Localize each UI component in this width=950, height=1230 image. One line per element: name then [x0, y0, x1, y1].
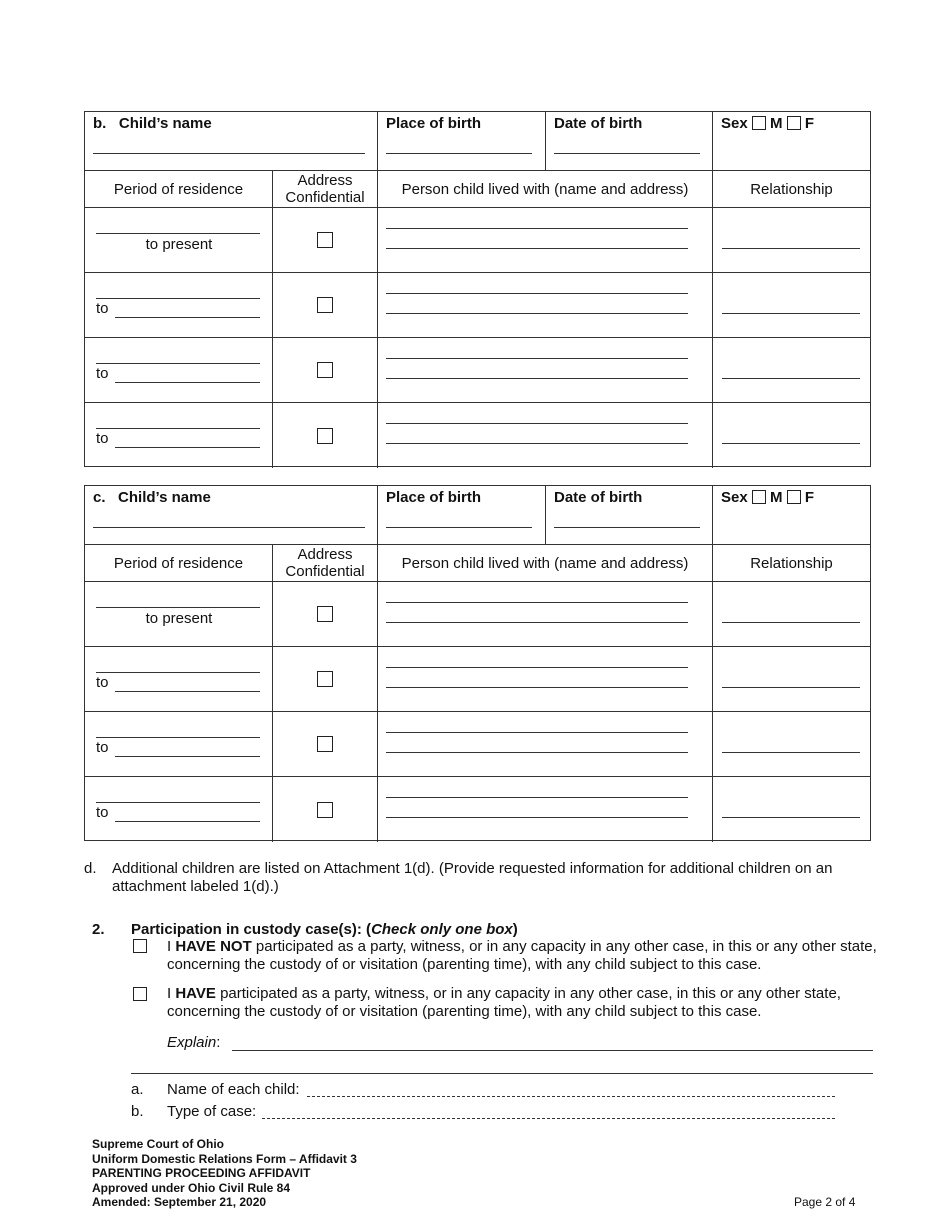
- to-label: to: [96, 430, 109, 447]
- section-2-number: 2.: [92, 921, 105, 938]
- person-name-input[interactable]: [386, 293, 688, 294]
- relationship-input[interactable]: [722, 443, 860, 444]
- opt2-text: participated as a party, witness, or in any capacity in any other case, in this or any other state, concerning the custody of or visitation (parenting time), with any child subject to this case.: [167, 985, 841, 1020]
- person-cell: [378, 712, 713, 777]
- relationship-cell: [713, 777, 870, 842]
- person-address-input[interactable]: [386, 622, 688, 623]
- section-number: 2: [92, 921, 101, 938]
- address-confidential-checkbox[interactable]: [317, 802, 333, 818]
- sex-field: [721, 489, 814, 506]
- relationship-cell: [713, 338, 870, 403]
- sex-cell: [713, 486, 870, 545]
- confidential-cell: [273, 273, 378, 338]
- relationship-cell: [713, 273, 870, 338]
- sex-f-label: F: [804, 489, 815, 506]
- period-of-residence-header: [85, 171, 273, 208]
- date-of-birth-label: Date of birth: [554, 489, 643, 506]
- have-participated-checkbox[interactable]: [133, 987, 147, 1001]
- person-name-input[interactable]: [386, 602, 688, 603]
- date-of-birth-input[interactable]: [554, 153, 700, 154]
- address-confidential-header: [273, 545, 378, 582]
- relationship-input[interactable]: [722, 248, 860, 249]
- period-cell: [85, 582, 273, 647]
- place-of-birth-input[interactable]: [386, 153, 532, 154]
- relationship-cell: [713, 403, 870, 468]
- sex-field: [721, 115, 814, 132]
- person-cell: [378, 338, 713, 403]
- sex-f-checkbox[interactable]: [787, 490, 801, 504]
- person-lived-with-header: [378, 545, 713, 582]
- opt2-bold: HAVE: [175, 985, 216, 1002]
- person-name-input[interactable]: [386, 797, 688, 798]
- person-name-input[interactable]: [386, 228, 688, 229]
- sex-f-label: F: [804, 115, 815, 132]
- child-name-input[interactable]: [93, 527, 365, 528]
- footer-line: Supreme Court of Ohio: [92, 1137, 224, 1151]
- confidential-cell: [273, 403, 378, 468]
- to-label: to: [96, 674, 109, 691]
- item-d-letter: d.: [84, 860, 97, 877]
- child-table-1: [84, 485, 871, 841]
- person-cell: [378, 777, 713, 842]
- sex-label: Sex: [721, 489, 748, 506]
- relationship-input[interactable]: [722, 313, 860, 314]
- footer-line: Amended: September 21, 2020: [92, 1195, 267, 1209]
- person-cell: [378, 273, 713, 338]
- person-lived-with-header: [378, 171, 713, 208]
- period-cell: [85, 338, 273, 403]
- sex-m-checkbox[interactable]: [752, 116, 766, 130]
- person-address-input[interactable]: [386, 687, 688, 688]
- period-from-input[interactable]: [96, 607, 260, 608]
- opt1-bold: HAVE NOT: [175, 938, 252, 955]
- have-not-participated-text: [167, 938, 877, 974]
- child-letter: c.: [93, 489, 106, 506]
- place-of-birth-cell: [378, 486, 546, 545]
- relationship-input[interactable]: [722, 378, 860, 379]
- child-letter: b.: [93, 115, 107, 132]
- person-cell: [378, 208, 713, 273]
- explain-input-line-1[interactable]: [232, 1050, 873, 1051]
- period-cell: [85, 712, 273, 777]
- title-text: Participation in custody case(s): (: [131, 921, 372, 938]
- name-of-each-child-input[interactable]: [307, 1096, 835, 1097]
- relationship-cell: [713, 582, 870, 647]
- relationship-input[interactable]: [722, 752, 860, 753]
- child-name-label: [93, 115, 212, 132]
- relationship-cell: [713, 208, 870, 273]
- relationship-header: [713, 545, 870, 582]
- period-to-input[interactable]: [115, 691, 260, 692]
- period-to-input[interactable]: [115, 317, 260, 318]
- person-address-input[interactable]: [386, 817, 688, 818]
- relationship-cell: [713, 647, 870, 712]
- date-of-birth-cell: [546, 486, 713, 545]
- person-lived-with-header-text: Person child lived with (name and address): [401, 554, 689, 572]
- to-label: to: [96, 365, 109, 382]
- child-table-0: [84, 111, 871, 467]
- period-from-input[interactable]: [96, 428, 260, 429]
- footer-line: PARENTING PROCEEDING AFFIDAVIT: [92, 1166, 311, 1180]
- item-b-letter: b.: [131, 1103, 144, 1120]
- confidential-cell: [273, 712, 378, 777]
- sex-cell: [713, 112, 870, 171]
- period-to-input[interactable]: [115, 756, 260, 757]
- to-label: to: [96, 739, 109, 756]
- item-a-letter: a.: [131, 1081, 144, 1098]
- opt1-text: participated as a party, witness, or in any capacity in any other case, in this or any other state, concerning the custody of or visitation (parenting time), with any child subject to this case.: [167, 938, 877, 973]
- confidential-cell: [273, 338, 378, 403]
- child-name-text: Child’s name: [118, 115, 212, 132]
- to-present-label: to present: [145, 236, 213, 253]
- explain-text: Explain: [167, 1034, 217, 1051]
- sex-m-label: M: [770, 489, 783, 506]
- confidential-cell: [273, 582, 378, 647]
- page-number: Page 2 of 4: [794, 1195, 856, 1209]
- date-of-birth-input[interactable]: [554, 527, 700, 528]
- place-of-birth-label: Place of birth: [386, 489, 482, 506]
- relationship-header: [713, 171, 870, 208]
- period-from-input[interactable]: [96, 298, 260, 299]
- address-confidential-checkbox[interactable]: [317, 297, 333, 313]
- period-cell: [85, 273, 273, 338]
- footer-info: [92, 1137, 357, 1210]
- relationship-input[interactable]: [722, 687, 860, 688]
- person-name-input[interactable]: [386, 358, 688, 359]
- period-cell: [85, 647, 273, 712]
- have-participated-text: [167, 985, 877, 1021]
- period-cell: [85, 208, 273, 273]
- period-cell: [85, 403, 273, 468]
- date-of-birth-cell: [546, 112, 713, 171]
- have-not-participated-checkbox[interactable]: [133, 939, 147, 953]
- place-of-birth-cell: [378, 112, 546, 171]
- address-confidential-checkbox[interactable]: [317, 232, 333, 248]
- child-name-text: Child’s name: [118, 489, 211, 506]
- person-address-input[interactable]: [386, 443, 688, 444]
- to-label: to: [96, 300, 109, 317]
- period-cell: [85, 777, 273, 842]
- relationship-input[interactable]: [722, 622, 860, 623]
- section-2-title: [131, 921, 518, 938]
- child-name-cell: [85, 112, 378, 171]
- to-label: to: [96, 804, 109, 821]
- person-address-input[interactable]: [386, 752, 688, 753]
- type-of-case-label: Type of case:: [167, 1103, 257, 1120]
- address-confidential-header: [273, 171, 378, 208]
- relationship-input[interactable]: [722, 817, 860, 818]
- explain-input-line-2[interactable]: [131, 1073, 873, 1074]
- to-present-label: to present: [145, 610, 213, 627]
- sex-m-checkbox[interactable]: [752, 490, 766, 504]
- name-of-each-child-label: Name of each child:: [167, 1081, 300, 1098]
- period-from-input[interactable]: [96, 802, 260, 803]
- person-cell: [378, 403, 713, 468]
- title-end: ): [512, 921, 518, 938]
- person-address-input[interactable]: [386, 313, 688, 314]
- person-cell: [378, 582, 713, 647]
- relationship-header-text: Relationship: [750, 180, 833, 198]
- opt1-pre: I: [167, 938, 176, 955]
- footer-line: Approved under Ohio Civil Rule 84: [92, 1180, 291, 1195]
- address-confidential-checkbox[interactable]: [317, 736, 333, 752]
- person-name-input[interactable]: [386, 732, 688, 733]
- place-of-birth-label: Place of birth: [386, 115, 482, 132]
- address-confidential-checkbox[interactable]: [317, 428, 333, 444]
- person-address-input[interactable]: [386, 378, 688, 379]
- person-name-input[interactable]: [386, 667, 688, 668]
- sex-label: Sex: [721, 115, 748, 132]
- confidential-cell: [273, 777, 378, 842]
- address-confidential-header-text: Address Confidential: [285, 546, 365, 580]
- place-of-birth-input[interactable]: [386, 527, 532, 528]
- address-confidential-checkbox[interactable]: [317, 671, 333, 687]
- period-of-residence-header: [85, 545, 273, 582]
- period-from-input[interactable]: [96, 672, 260, 673]
- person-name-input[interactable]: [386, 423, 688, 424]
- period-to-input[interactable]: [115, 382, 260, 383]
- person-lived-with-header-text: Person child lived with (name and address): [401, 180, 689, 198]
- sex-m-label: M: [770, 115, 783, 132]
- address-confidential-checkbox[interactable]: [317, 606, 333, 622]
- person-address-input[interactable]: [386, 248, 688, 249]
- title-instruction: Check only one box: [371, 921, 513, 938]
- item-d-text: Additional children are listed on Attachment 1(d). (Provide requested information for additional children on an attachment labeled 1(d).): [112, 860, 833, 895]
- child-name-label: [93, 489, 211, 506]
- confidential-cell: [273, 647, 378, 712]
- person-cell: [378, 647, 713, 712]
- confidential-cell: [273, 208, 378, 273]
- type-of-case-input[interactable]: [262, 1118, 835, 1119]
- address-confidential-checkbox[interactable]: [317, 362, 333, 378]
- period-to-input[interactable]: [115, 447, 260, 448]
- period-from-input[interactable]: [96, 363, 260, 364]
- explain-label: Explain:: [167, 1034, 221, 1051]
- footer-line: Uniform Domestic Relations Form – Affidavit 3: [92, 1151, 357, 1166]
- child-name-input[interactable]: [93, 153, 365, 154]
- relationship-header-text: Relationship: [750, 554, 833, 572]
- period-of-residence-header-text: Period of residence: [113, 180, 244, 198]
- date-of-birth-label: Date of birth: [554, 115, 643, 132]
- relationship-cell: [713, 712, 870, 777]
- address-confidential-header-text: Address Confidential: [285, 172, 365, 206]
- sex-f-checkbox[interactable]: [787, 116, 801, 130]
- period-from-input[interactable]: [96, 737, 260, 738]
- period-to-input[interactable]: [115, 821, 260, 822]
- child-name-cell: [85, 486, 378, 545]
- period-of-residence-header-text: Period of residence: [113, 554, 244, 572]
- opt2-pre: I: [167, 985, 176, 1002]
- period-from-input[interactable]: [96, 233, 260, 234]
